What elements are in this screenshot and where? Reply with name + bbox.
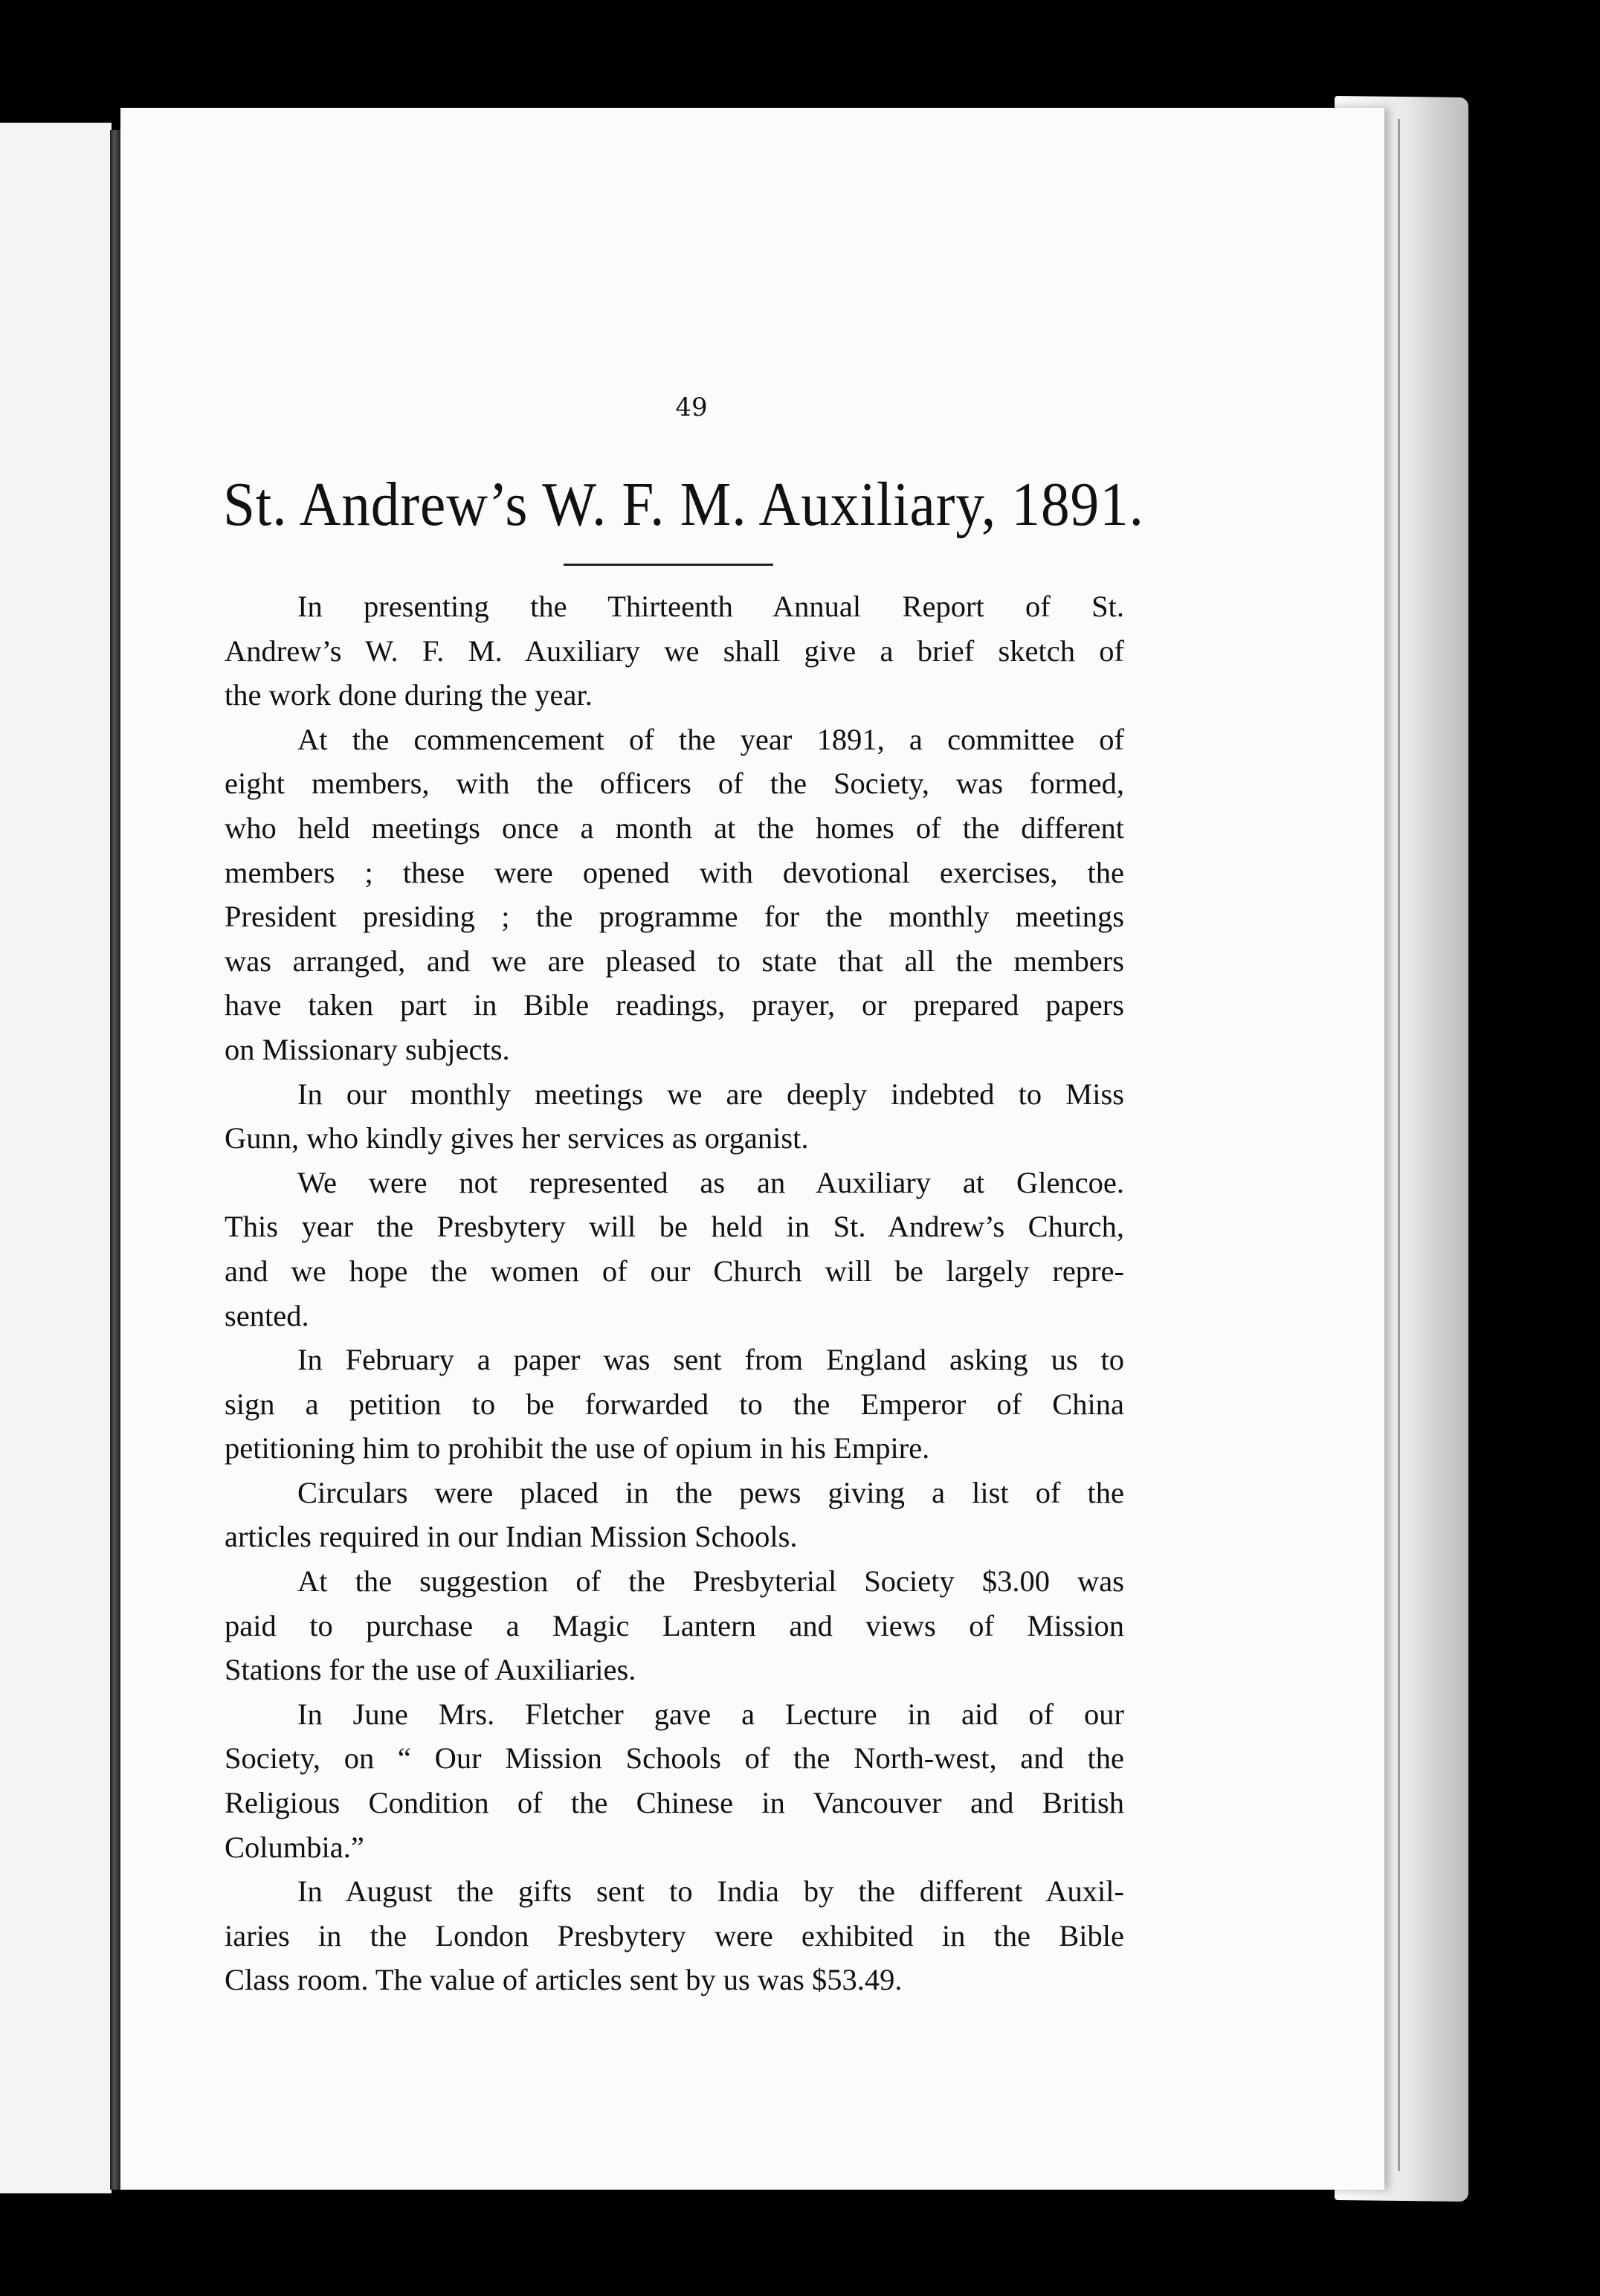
paragraph-line: Class room. The value of articles sent by us was $53.49. (225, 1963, 903, 1997)
paragraph-line: who held meetings once a month at the homes of the different (225, 810, 1124, 845)
paragraph-line: Columbia.” (225, 1830, 364, 1864)
paragraph-line: members ; these were opened with devotional exercises, the (225, 855, 1124, 889)
paragraph-line: eight members, with the officers of the Society, was formed, (225, 767, 1124, 801)
paragraph-line: Andrew’s W. F. M. Auxiliary we shall give a brief sketch of (225, 633, 1124, 668)
paragraph-line: and we hope the women of our Church will be largely repre- (225, 1254, 1124, 1288)
paragraph-line: Circulars were placed in the pews giving a list of the (297, 1475, 1124, 1509)
paragraph-line: Society, on “ Our Mission Schools of the North-west, and the (225, 1741, 1124, 1776)
paragraph-line: This year the Presbytery will be held in St. Andrew’s Church, (225, 1210, 1124, 1244)
page-number: 49 (675, 393, 708, 422)
paragraph-line: was arranged, and we are pleased to state that all the members (225, 944, 1124, 978)
paragraph-line: have taken part in Bible readings, prayer, or prepared papers (225, 988, 1124, 1022)
page-title: St. Andrew’s W. F. M. Auxiliary, 1891. (223, 470, 1144, 539)
paragraph-line: In our monthly meetings we are deeply indebted to Miss (297, 1077, 1124, 1111)
title-rule (564, 564, 773, 566)
book-gutter (110, 130, 120, 2190)
paragraph-line: At the commencement of the year 1891, a committee of (297, 722, 1124, 756)
paragraph-line: In February a paper was sent from England asking us to (297, 1343, 1124, 1377)
paragraph-line: petitioning him to prohibit the use of opium in his Empire. (225, 1431, 930, 1465)
paragraph-line: articles required in our Indian Mission Schools. (225, 1520, 798, 1554)
paragraph-line: iaries in the London Presbytery were exhibited in the Bible (225, 1918, 1124, 1952)
paragraph-line: Stations for the use of Auxiliaries. (225, 1653, 636, 1687)
paragraph-line: In June Mrs. Fletcher gave a Lecture in aid of our (297, 1697, 1124, 1731)
paragraph-line: the work done during the year. (225, 678, 593, 712)
report-body (225, 584, 1124, 2002)
paragraph-line: In presenting the Thirteenth Annual Report of St. (297, 590, 1124, 623)
facing-page-edge (0, 123, 112, 2193)
paragraph-line: At the suggestion of the Presbyterial Society $3.00 was (297, 1564, 1124, 1599)
paragraph-line: on Missionary subjects. (225, 1032, 510, 1066)
paragraph-line: sign a petition to be forwarded to the Emperor of China (225, 1387, 1124, 1421)
paragraph-line: In August the gifts sent to India by the different Auxil- (297, 1874, 1124, 1909)
paragraph-line: We were not represented as an Auxiliary at Glencoe. (297, 1165, 1124, 1199)
paragraph-line: President presiding ; the programme for the monthly meetings (225, 900, 1124, 934)
paragraph-line: Gunn, who kindly gives her services as organist. (225, 1121, 809, 1155)
paragraph-line: sented. (225, 1298, 309, 1332)
paragraph-line: paid to purchase a Magic Lantern and views of Mission (225, 1608, 1124, 1642)
paragraph-line: Religious Condition of the Chinese in Vancouver and British (225, 1786, 1124, 1820)
page-stack-line (1398, 119, 1400, 2171)
